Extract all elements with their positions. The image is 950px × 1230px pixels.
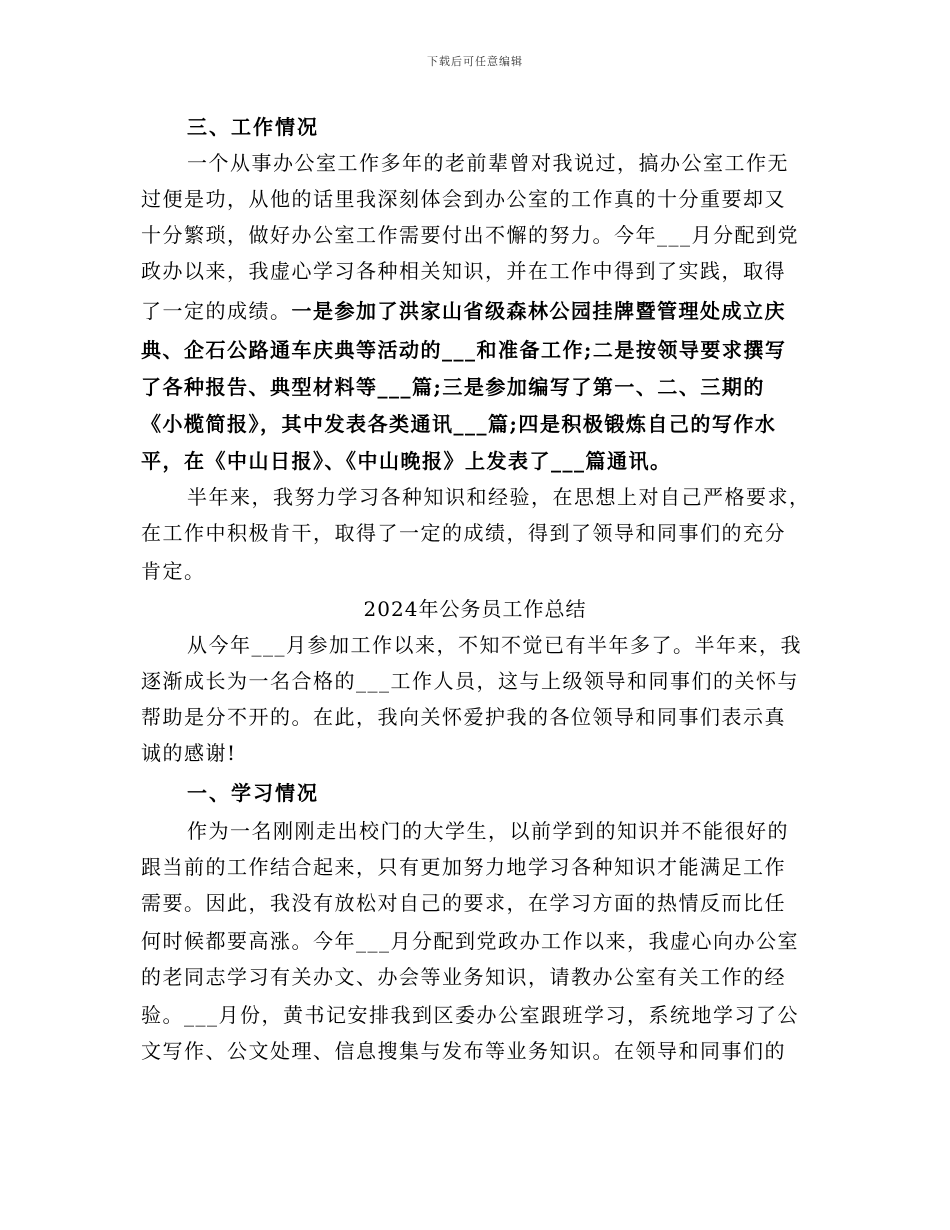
section1-line-4: 何时候都要高涨。今年___月分配到党政办工作以来，我虚心向办公室 — [141, 929, 799, 953]
section3-line-5 — [141, 297, 786, 325]
section3-bold-line-3: 《小榄简报》，其中发表各类通讯___篇;四是积极锻炼自己的写作水 — [141, 412, 777, 436]
page-header-note: 下载后可任意编辑 — [427, 55, 523, 68]
intro-line-4: 诚的感谢! — [141, 741, 237, 765]
intro-line-3: 帮助是分不开的。在此，我向关怀爱护我的各位领导和同事们表示真 — [141, 705, 786, 729]
section1-line-7: 文写作、公文处理、信息搜集与发布等业务知识。在领导和同事们的 — [141, 1039, 786, 1063]
section3-bold-line-1: 典、企石公路通车庆典等活动的___和准备工作;二是按领导要求撰写 — [141, 338, 787, 362]
section3-summary-line-2: 在工作中积极肯干，取得了一定的成绩，得到了领导和同事们的充分 — [141, 521, 786, 545]
section3-line-4: 政办以来，我虚心学习各种相关知识，并在工作中得到了实践，取得 — [141, 259, 786, 283]
section3-line-2: 过便是功，从他的话里我深刻体会到办公室的工作真的十分重要却又 — [141, 187, 786, 211]
section1-line-6: 验。___月份，黄书记安排我到区委办公室跟班学习，系统地学习了公 — [141, 1003, 799, 1027]
section1-line-3: 需要。因此，我没有放松对自己的要求，在学习方面的热情反而比任 — [141, 891, 786, 915]
section3-line-5-normal: 了一定的成绩。 — [141, 299, 292, 323]
section1-line-1: 作为一名刚刚走出校门的大学生，以前学到的知识并不能很好的 — [187, 819, 789, 843]
section3-summary-line-3: 肯定。 — [141, 559, 206, 583]
section3-heading: 三、工作情况 — [187, 115, 319, 139]
section3-line-5-bold: 一是参加了洪家山省级森林公园挂牌暨管理处成立庆 — [291, 299, 786, 323]
section3-line-3: 十分繁琐，做好办公室工作需要付出不懈的努力。今年___月分配到党 — [141, 223, 799, 247]
section3-bold-line-2: 了各种报告、典型材料等___篇;三是参加编写了第一、二、三期的 — [141, 375, 765, 399]
section1-line-5: 的老同志学习有关办文、办会等业务知识，请教办公室有关工作的经 — [141, 965, 786, 989]
section1-line-2: 跟当前的工作结合起来，只有更加努力地学习各种知识才能满足工作 — [141, 855, 786, 879]
section3-bold-line-4: 平，在《中山日报》、《中山晚报》上发表了___篇通讯。 — [141, 449, 672, 473]
intro-line-1: 从今年___月参加工作以来，不知不觉已有半年多了。半年来，我 — [187, 633, 802, 657]
section3-line-1: 一个从事办公室工作多年的老前辈曾对我说过，搞办公室工作无 — [187, 151, 789, 175]
intro-line-2: 逐渐成长为一名合格的___工作人员，这与上级领导和同事们的关怀与 — [141, 669, 799, 693]
section3-summary-line-1: 半年来，我努力学习各种知识和经验，在思想上对自己严格要求， — [187, 485, 811, 509]
section1-heading: 一、学习情况 — [187, 781, 319, 805]
document-title: 2024年公务员工作总结 — [363, 597, 587, 621]
